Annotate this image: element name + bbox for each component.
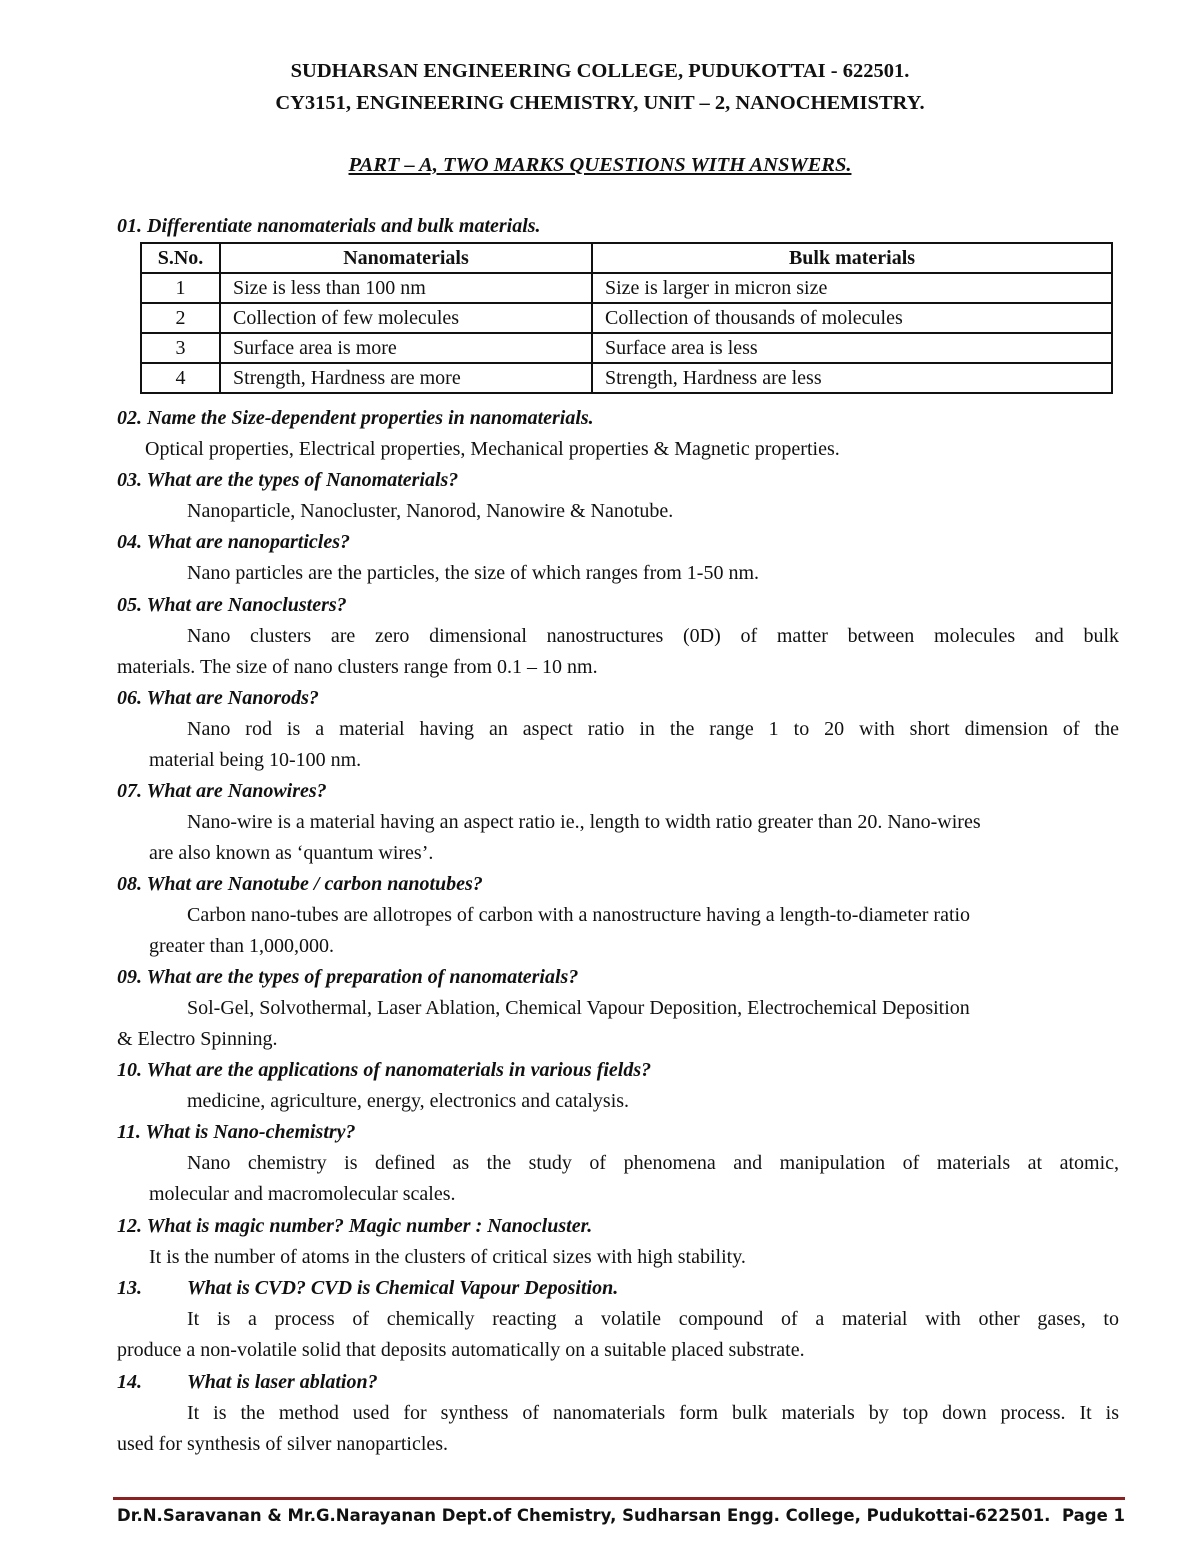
footer-authors: Dr.N.Saravanan & Mr.G.Narayanan Dept.of Chemistry, Sudharsan Engg. College, Pudukottai-622501.: [117, 1506, 1051, 1525]
question-09: 09. What are the types of preparation of nanomaterials?: [117, 966, 579, 988]
answer-07-line2: are also known as ‘quantum wires’.: [149, 842, 434, 864]
answer-09-line1: Sol-Gel, Solvothermal, Laser Ablation, Chemical Vapour Deposition, Electrochemical Deposition: [187, 997, 970, 1019]
question-08: 08. What are Nanotube / carbon nanotubes?: [117, 873, 483, 895]
answer-12: It is the number of atoms in the clusters of critical sizes with high stability.: [149, 1246, 746, 1268]
answer-05-line1: Nano clusters are zero dimensional nanostructures (0D) of matter between molecules and bulk: [187, 625, 1119, 647]
question-05: 05. What are Nanoclusters?: [117, 594, 347, 616]
table-cell: Strength, Hardness are more: [220, 363, 592, 393]
question-10: 10. What are the applications of nanomaterials in various fields?: [117, 1059, 652, 1081]
table-cell: Collection of few molecules: [220, 303, 592, 333]
table-cell: Surface area is less: [592, 333, 1112, 363]
page-number: Page 1: [1062, 1506, 1126, 1525]
college-title: SUDHARSAN ENGINEERING COLLEGE, PUDUKOTTAI - 622501.: [290, 60, 910, 82]
table-row: [141, 333, 1112, 363]
table-cell: Surface area is more: [220, 333, 592, 363]
question-11: 11. What is Nano-chemistry?: [117, 1121, 356, 1143]
part-heading: PART – A, TWO MARKS QUESTIONS WITH ANSWERS.: [348, 154, 852, 176]
table-row: [141, 363, 1112, 393]
header-sno: S.No.: [141, 243, 220, 273]
question-13-text: What is CVD? CVD is Chemical Vapour Deposition.: [187, 1277, 619, 1299]
table-cell: 1: [141, 273, 220, 303]
answer-11-line2: molecular and macromolecular scales.: [149, 1183, 456, 1205]
answer-06-line2: material being 10-100 nm.: [149, 749, 362, 771]
question-14-number: 14.: [117, 1371, 142, 1393]
answer-08-line2: greater than 1,000,000.: [149, 935, 334, 957]
table-cell: Collection of thousands of molecules: [592, 303, 1112, 333]
header-bulk-materials: Bulk materials: [592, 243, 1112, 273]
question-07: 07. What are Nanowires?: [117, 780, 327, 802]
answer-02: Optical properties, Electrical properties, Mechanical properties & Magnetic properties.: [145, 438, 840, 460]
table-cell: Size is less than 100 nm: [220, 273, 592, 303]
question-06: 06. What are Nanorods?: [117, 687, 319, 709]
answer-06-line1: Nano rod is a material having an aspect ratio in the range 1 to 20 with short dimension of the: [187, 718, 1119, 740]
answer-03: Nanoparticle, Nanocluster, Nanorod, Nanowire & Nanotube.: [187, 500, 674, 522]
header-nanomaterials: Nanomaterials: [220, 243, 592, 273]
answer-09-line2: & Electro Spinning.: [117, 1028, 278, 1050]
answer-08-line1: Carbon nano-tubes are allotropes of carbon with a nanostructure having a length-to-diameter ratio: [187, 904, 971, 926]
question-14: [117, 1371, 378, 1394]
table-header-row: [141, 243, 1112, 273]
answer-13-line1: It is a process of chemically reacting a volatile compound of a material with other gases, to: [187, 1308, 1119, 1330]
question-04: 04. What are nanoparticles?: [117, 531, 350, 553]
table-cell: 4: [141, 363, 220, 393]
answer-13-line2: produce a non-volatile solid that deposits automatically on a suitable placed substrate.: [117, 1339, 805, 1361]
course-title: CY3151, ENGINEERING CHEMISTRY, UNIT – 2, NANOCHEMISTRY.: [275, 92, 925, 114]
table-row: [141, 303, 1112, 333]
table-cell: Strength, Hardness are less: [592, 363, 1112, 393]
table-cell: Size is larger in micron size: [592, 273, 1112, 303]
question-13-number: 13.: [117, 1277, 142, 1299]
question-01: 01. Differentiate nanomaterials and bulk materials.: [117, 215, 541, 237]
answer-14-line2: used for synthesis of silver nanoparticles.: [117, 1433, 449, 1455]
question-02: 02. Name the Size-dependent properties in nanomaterials.: [117, 407, 594, 429]
footer-rule: [113, 1497, 1125, 1500]
question-12: 12. What is magic number? Magic number : Nanocluster.: [117, 1215, 593, 1237]
answer-05-line2: materials. The size of nano clusters range from 0.1 – 10 nm.: [117, 656, 598, 678]
answer-11-line1: Nano chemistry is defined as the study of phenomena and manipulation of materials at atomic,: [187, 1152, 1119, 1174]
table-row: [141, 273, 1112, 303]
answer-14-line1: It is the method used for synthess of nanomaterials form bulk materials by top down process. It is: [187, 1402, 1119, 1424]
table-cell: 2: [141, 303, 220, 333]
question-13: [117, 1277, 618, 1300]
table-cell: 3: [141, 333, 220, 363]
answer-10: medicine, agriculture, energy, electronics and catalysis.: [187, 1090, 630, 1112]
question-03: 03. What are the types of Nanomaterials?: [117, 469, 459, 491]
answer-04: Nano particles are the particles, the size of which ranges from 1-50 nm.: [187, 562, 760, 584]
question-14-text: What is laser ablation?: [187, 1371, 378, 1393]
answer-07-line1: Nano-wire is a material having an aspect ratio ie., length to width ratio greater than 20. Nano-wires: [187, 811, 981, 833]
comparison-table: [140, 242, 1113, 394]
